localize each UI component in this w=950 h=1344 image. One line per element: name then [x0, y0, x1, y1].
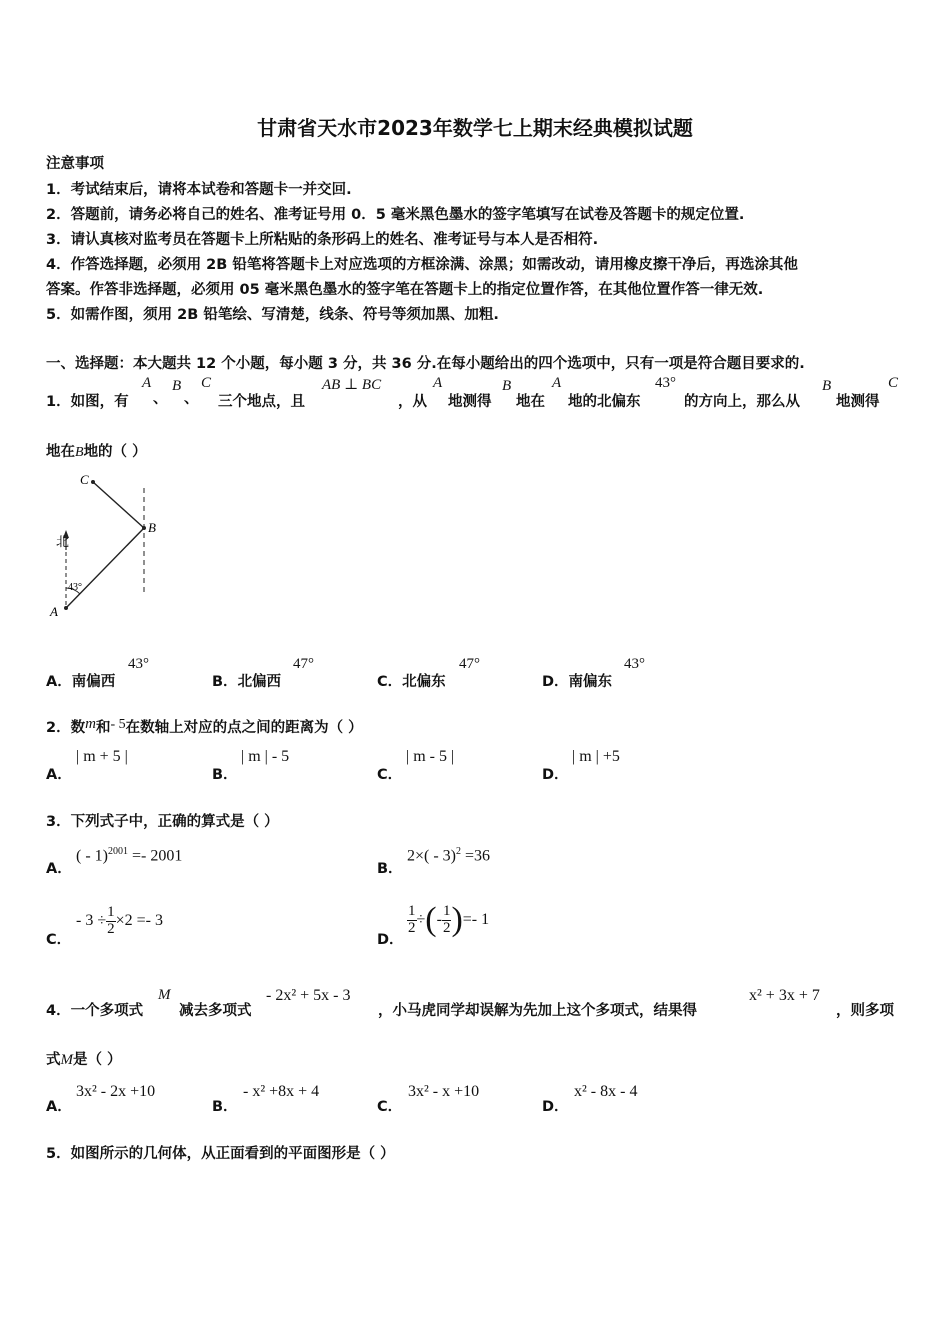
point-a [64, 606, 68, 610]
q2-option-b-letter[interactable]: B． [212, 767, 238, 783]
q2-number: - 5 [110, 717, 126, 732]
q1-text-3: ，从 [398, 394, 427, 410]
q3-option-c-letter[interactable]: C． [46, 932, 72, 948]
q1-text-1: 1．如图，有 [46, 394, 129, 410]
q1-option-b-letter: B． [212, 674, 238, 690]
q1-point-c-2: C [888, 375, 899, 391]
q4-option-b-letter[interactable]: B． [212, 1099, 238, 1115]
q4-line2-var-m: M [60, 1052, 73, 1068]
q1-point-b-3: B [822, 378, 832, 394]
q1-figure [44, 470, 174, 630]
q1-point-a-2: A [433, 375, 443, 391]
q3-option-c-math [76, 905, 163, 937]
q1-option-b-deg: 47° [293, 656, 314, 672]
notice-item-4-cont: 答案。作答非选择题，必须用 05 毫米黑色墨水的签字笔在答题卡上的指定位置作答，在其他位置作答一律无效. [46, 282, 764, 298]
q3-d-den-1: 2 [408, 920, 416, 936]
notice-item-5: 5．如需作图，须用 2B 铅笔绘、写清楚，线条、符号等须加黑、加粗. [46, 307, 499, 323]
notice-item-4: 4．作答选择题，必须用 2B 铅笔将答题卡上对应选项的方框涂满、涂黑；如需改动，请用橡皮擦干净后，再选涂其他 [46, 257, 798, 273]
q4-line2-a: 式 [46, 1052, 61, 1068]
label-b: B [148, 520, 156, 535]
segment-ba [66, 528, 144, 608]
question-1-stem [46, 375, 926, 415]
q3-d-fraction-1 [407, 904, 417, 936]
q1-point-b-2: B [502, 378, 512, 394]
segment-cb [93, 482, 144, 528]
q1-option-a-deg: 43° [128, 656, 149, 672]
q2-text-3: 在数轴上对应的点之间的距离为（ ） [125, 720, 363, 736]
q3-d-right-paren: ) [451, 901, 463, 938]
q1-text-6: 地的北偏东 [568, 394, 641, 410]
q4-option-c-math: 3x² - x +10 [408, 1083, 480, 1100]
q3-d-fraction-2 [442, 904, 452, 936]
q3-c-pre: - 3 ÷ [76, 912, 107, 929]
q2-text-2: 和 [95, 720, 111, 736]
q1-option-a-text: 南偏西 [71, 674, 116, 690]
q1-point-b: B [172, 378, 182, 394]
q1-option-c-text: 北偏东 [402, 674, 446, 690]
notice-item-3: 3．请认真核对监考员在答题卡上所粘贴的条形码上的姓名、准考证号与本人是否相符. [46, 232, 599, 248]
q3-d-post: =- 1 [462, 911, 490, 928]
q3-d-div: ÷ [416, 911, 426, 928]
q3-c-den: 2 [107, 921, 115, 937]
question-4-stem-cont [46, 1048, 122, 1069]
notice-heading: 注意事项 [46, 156, 104, 172]
q1-option-b[interactable] [212, 670, 281, 691]
point-b [142, 526, 146, 530]
section-1-heading: 一、选择题：本大题共 12 个小题，每小题 3 分，共 36 分.在每小题给出的四个选项中，只有一项是符合题目要求的. [46, 356, 805, 372]
q3-d-left-paren: ( [425, 901, 437, 938]
q3-d-num-1: 1 [408, 903, 416, 919]
q4-option-d-math: x² - 8x - 4 [574, 1083, 638, 1100]
q1-condition: AB ⊥ BC [322, 377, 382, 393]
q1-point-c: C [201, 375, 212, 391]
q4-option-c-letter[interactable]: C． [377, 1099, 403, 1115]
label-a: A [50, 604, 58, 619]
q3-b-exp: 2 [456, 846, 462, 857]
q1-option-c-deg: 47° [459, 656, 480, 672]
label-angle: 43° [68, 582, 82, 593]
q1-text-2: 三个地点，且 [218, 394, 305, 410]
label-north: 北 [56, 535, 70, 550]
question-2-stem [46, 716, 363, 737]
notice-item-2: 2．答题前，请务必将自己的姓名、准考证号用 0．5 毫米黑色墨水的签字笔填写在试卷及答题卡的规定位置. [46, 207, 745, 223]
q1-line2-b: 地的（ ） [83, 444, 147, 460]
q4-poly-2: x² + 3x + 7 [749, 987, 820, 1004]
q3-a-base: ( - 1) [76, 847, 108, 865]
notice-item-1: 1．考试结束后，请将本试卷和答题卡一并交回. [46, 182, 352, 198]
q3-d-num-2: 1 [442, 903, 451, 919]
q2-option-c-math: | m - 5 | [406, 748, 455, 765]
q3-c-post: ×2 =- 3 [115, 912, 163, 929]
question-1-stem-cont [46, 440, 147, 461]
q1-option-a-letter: A． [46, 674, 72, 690]
q4-text-1: 4．一个多项式 [46, 1003, 144, 1019]
point-c [91, 480, 95, 484]
q3-option-d-math [407, 901, 489, 939]
q1-text-7: 的方向上，那么从 [684, 394, 800, 410]
q4-option-a-math: 3x² - 2x +10 [76, 1083, 156, 1100]
q1-sep-1: 、 [153, 391, 168, 407]
q4-text-2: 减去多项式 [179, 1003, 252, 1019]
q2-option-d-math: | m | +5 [572, 748, 620, 765]
q3-a-exp: 2001 [107, 846, 128, 857]
q4-var-m: M [158, 987, 171, 1003]
q2-text-1: 2．数 [46, 720, 86, 736]
label-c: C [80, 472, 89, 487]
q1-angle: 43° [655, 375, 676, 391]
q3-d-den-2: 2 [442, 920, 451, 936]
q4-option-d-letter[interactable]: D． [542, 1099, 569, 1115]
q3-c-fraction [106, 905, 116, 937]
q3-b-rest: =36 [461, 847, 491, 865]
q1-option-d[interactable] [542, 670, 612, 691]
q4-line2-b: 是（ ） [73, 1052, 122, 1068]
q1-text-8: 地测得 [836, 394, 880, 410]
q1-option-a[interactable] [46, 670, 115, 691]
q1-option-b-text: 北偏西 [237, 674, 282, 690]
q2-option-b-math: | m | - 5 [241, 748, 290, 765]
q1-line2-a: 地在 [46, 444, 75, 460]
q4-text-3: ，小马虎同学却误解为先加上这个多项式，结果得 [378, 1003, 697, 1019]
page-title: 甘肃省天水市2023年数学七上期末经典模拟试题 [257, 116, 693, 140]
question-3-stem: 3．下列式子中，正确的算式是（ ） [46, 814, 279, 830]
q1-text-4: 地测得 [448, 394, 492, 410]
q3-option-b-math [407, 846, 490, 865]
q4-option-a-letter[interactable]: A． [46, 1099, 72, 1115]
q4-option-b-math: - x² +8x + 4 [243, 1083, 320, 1100]
q1-point-a: A [142, 375, 152, 391]
q2-option-a-math: | m + 5 | [76, 748, 128, 765]
q1-option-d-deg: 43° [624, 656, 645, 672]
question-5-stem: 5．如图所示的几何体，从正面看到的平面图形是（ ） [46, 1146, 395, 1162]
q2-option-c-letter[interactable]: C． [377, 767, 403, 783]
q1-option-c-letter: C． [377, 674, 403, 690]
q3-option-a-math [76, 846, 182, 865]
q3-option-a-letter[interactable]: A． [46, 861, 72, 877]
q4-text-4: ，则多项 [836, 1003, 894, 1019]
q1-text-5: 地在 [516, 394, 545, 410]
q1-point-a-3: A [552, 375, 562, 391]
q2-option-d-letter[interactable]: D． [542, 767, 569, 783]
q1-option-d-text: 南偏东 [568, 674, 613, 690]
question-4-stem [46, 985, 926, 1019]
q1-line2-point-b: B [75, 445, 84, 460]
q2-var-m: m [85, 716, 96, 732]
q3-b-base: 2×( - 3) [407, 847, 457, 865]
q3-a-rest: =- 2001 [127, 847, 183, 865]
q4-poly-1: - 2x² + 5x - 3 [266, 987, 351, 1004]
q1-sep-2: 、 [184, 391, 199, 407]
q3-option-b-letter[interactable]: B． [377, 861, 403, 877]
q3-c-num: 1 [107, 904, 115, 920]
q3-d-minus: - [436, 911, 442, 928]
q1-option-c[interactable] [377, 670, 446, 691]
q1-option-d-letter: D． [542, 674, 569, 690]
q3-option-d-letter[interactable]: D． [377, 932, 404, 948]
q2-option-a-letter[interactable]: A． [46, 767, 72, 783]
